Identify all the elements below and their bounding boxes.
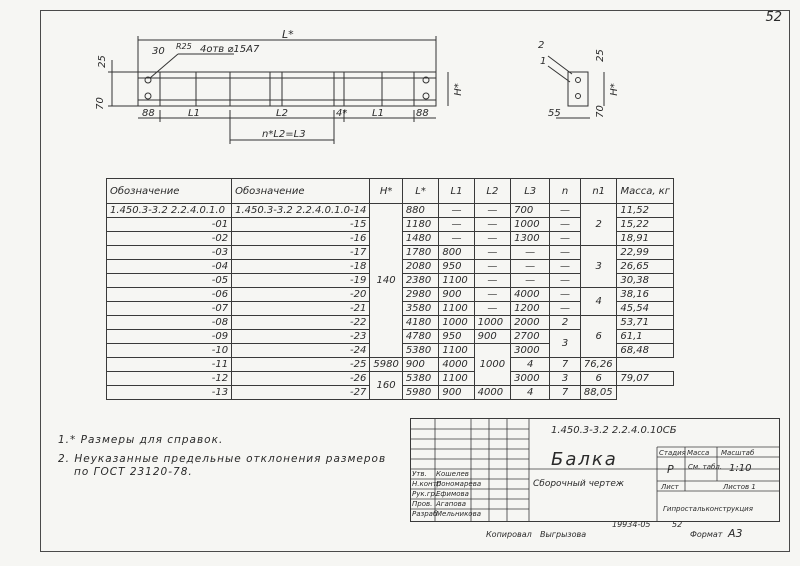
- copier-name: Выгрызова: [540, 530, 587, 539]
- sheet-label: Лист: [661, 483, 679, 491]
- cell: 18,91: [617, 232, 674, 246]
- cell: —: [550, 260, 581, 274]
- cell: —: [474, 218, 511, 232]
- col-header: L*: [402, 179, 439, 204]
- col-header: n1: [580, 179, 616, 204]
- cell: -04: [107, 260, 232, 274]
- cell: —: [474, 288, 511, 302]
- dim-l1-left: L1: [188, 108, 200, 119]
- col-header: Обозначение: [232, 179, 370, 204]
- section-height: H*: [608, 83, 620, 96]
- cell: 700: [511, 204, 550, 218]
- cell: 1180: [402, 218, 439, 232]
- cell: —: [550, 232, 581, 246]
- cell: 45,54: [617, 302, 674, 316]
- role-approved: Утв.: [412, 470, 427, 478]
- cell: -03: [107, 246, 232, 260]
- col-header: n: [550, 179, 581, 204]
- cell: -02: [107, 232, 232, 246]
- cell: 61,1: [617, 330, 674, 344]
- role-checked: Пров.: [412, 500, 433, 508]
- cell: 3: [550, 372, 581, 386]
- cell: —: [511, 274, 550, 288]
- cell: 7: [550, 358, 581, 372]
- cell: —: [511, 246, 550, 260]
- cell: 1000: [474, 316, 511, 330]
- archive-page: 52: [672, 520, 683, 529]
- cell: 53,71: [617, 316, 674, 330]
- organization: Гипростальконструкция: [663, 505, 753, 513]
- cell: 1000: [439, 316, 474, 330]
- cell: -15: [232, 218, 370, 232]
- cell: —: [550, 218, 581, 232]
- cell: 3000: [511, 344, 550, 358]
- cell: 1100: [439, 274, 474, 288]
- dim-formula: n*L2=L3: [262, 129, 306, 140]
- cell-h-140: 140: [370, 204, 402, 358]
- cell: 1480: [402, 232, 439, 246]
- table-row: [107, 204, 674, 218]
- cell: -11: [107, 358, 232, 372]
- cell: 2700: [511, 330, 550, 344]
- table-row: [107, 372, 674, 386]
- format-value: А3: [728, 527, 743, 540]
- cell: 2980: [402, 288, 439, 302]
- spec-table: [106, 178, 674, 400]
- cell: 38,16: [617, 288, 674, 302]
- cell: —: [474, 232, 511, 246]
- cell: -23: [232, 330, 370, 344]
- dim-chamfer: R25: [176, 42, 192, 51]
- hole-note: 4отв ⌀15А7: [200, 44, 260, 55]
- cell: 800: [439, 246, 474, 260]
- cell: 2000: [511, 316, 550, 330]
- archive-code: 19934-05: [612, 520, 651, 529]
- sheets-label: Листов 1: [723, 483, 756, 491]
- cell: 950: [439, 330, 474, 344]
- cell: -18: [232, 260, 370, 274]
- note-2-cont: по ГОСТ 23120-78.: [74, 466, 193, 478]
- cell: 1100: [439, 372, 474, 386]
- cell: 22,99: [617, 246, 674, 260]
- cell: 900: [439, 288, 474, 302]
- dim-88-left: 88: [142, 108, 155, 119]
- cell: -21: [232, 302, 370, 316]
- cell: 1300: [511, 232, 550, 246]
- cell: —: [550, 288, 581, 302]
- cell: 79,07: [617, 372, 674, 386]
- name-group-lead: Ефимова: [436, 490, 469, 498]
- col-header: H*: [370, 179, 402, 204]
- cell: -09: [107, 330, 232, 344]
- scale-value: 1:10: [729, 463, 752, 474]
- notes-block: [58, 434, 386, 479]
- cell: 2080: [402, 260, 439, 274]
- cell: 68,48: [617, 344, 674, 358]
- note-2: 2. Неуказанные предельные отклонения размеров: [58, 453, 387, 465]
- cell: -26: [232, 372, 370, 386]
- copied-label: Копировал: [486, 530, 532, 539]
- cell: 1.450.3-3.2 2.2.4.0.1.0: [107, 204, 232, 218]
- cell: -08: [107, 316, 232, 330]
- cell: —: [474, 274, 511, 288]
- cell: —: [439, 204, 474, 218]
- cell: 4: [511, 358, 550, 372]
- cell: 15,22: [617, 218, 674, 232]
- col-header: Обозначение: [107, 179, 232, 204]
- cell: 4000: [474, 386, 511, 400]
- col-header: L2: [474, 179, 511, 204]
- table-row: [107, 358, 674, 372]
- cell: -05: [107, 274, 232, 288]
- cell: —: [474, 260, 511, 274]
- cell: 5380: [402, 372, 439, 386]
- cell: 4000: [439, 358, 474, 372]
- dim-4: 4*: [336, 108, 348, 119]
- cell-n-3: 3: [550, 330, 581, 358]
- section-callout-2: 2: [538, 40, 545, 51]
- cell: 1100: [439, 302, 474, 316]
- beam-outline: [138, 72, 436, 106]
- section-dim-25: 25: [594, 49, 606, 62]
- title-block: [410, 418, 780, 522]
- cell: -16: [232, 232, 370, 246]
- cell: -19: [232, 274, 370, 288]
- cell: -22: [232, 316, 370, 330]
- name-approved: Кошелев: [436, 470, 469, 478]
- cell: 5980: [402, 386, 439, 400]
- cell: 3000: [511, 372, 550, 386]
- cell: 5980: [370, 358, 402, 372]
- table-header-row: [107, 179, 674, 204]
- cell: —: [511, 260, 550, 274]
- col-header: Масса, кг: [617, 179, 674, 204]
- cell: 950: [439, 260, 474, 274]
- cell-n1-2: 2: [580, 204, 616, 246]
- cell: 4: [511, 386, 550, 400]
- cell: 5380: [402, 344, 439, 358]
- role-group-lead: Рук.гр.: [412, 490, 438, 498]
- cell-n1-6: 6: [580, 316, 616, 358]
- cell: 2: [550, 316, 581, 330]
- cell: -10: [107, 344, 232, 358]
- title-subtitle: Сборочный чертеж: [533, 479, 625, 489]
- cell: -17: [232, 246, 370, 260]
- dim-l2: L2: [276, 108, 288, 119]
- title-name: Балка: [551, 449, 618, 470]
- cell: 1780: [402, 246, 439, 260]
- role-developed: Разраб.: [412, 510, 440, 518]
- cell: -06: [107, 288, 232, 302]
- format-label: Формат: [690, 530, 723, 539]
- cell: —: [550, 204, 581, 218]
- sheet-number: 52: [765, 10, 782, 25]
- cell: —: [474, 204, 511, 218]
- cell: -12: [107, 372, 232, 386]
- dim-30: 30: [152, 46, 165, 57]
- cell: 1.450.3-3.2 2.2.4.0.1.0-14: [232, 204, 370, 218]
- dim-70: 70: [94, 97, 106, 110]
- cell: 1000: [511, 218, 550, 232]
- cell-l2-1000: 1000: [474, 344, 511, 386]
- dim-overall-length: L*: [282, 28, 294, 41]
- mass-label: Масса: [687, 449, 710, 457]
- cell: 76,26: [580, 358, 616, 372]
- cell: —: [550, 274, 581, 288]
- cell: -27: [232, 386, 370, 400]
- name-norm-control: Пономарева: [436, 480, 482, 488]
- role-norm-control: Н.контр: [412, 480, 442, 488]
- dim-height: H*: [452, 83, 464, 96]
- cell: 900: [402, 358, 439, 372]
- cell: -20: [232, 288, 370, 302]
- section-callout-1: 1: [540, 56, 547, 67]
- cell: —: [550, 246, 581, 260]
- cell: —: [474, 302, 511, 316]
- cell: —: [550, 302, 581, 316]
- cell: 88,05: [580, 386, 616, 400]
- cell: 2380: [402, 274, 439, 288]
- stage-value: Р: [667, 463, 674, 476]
- note-1: 1.* Размеры для справок.: [58, 434, 224, 446]
- title-designation: 1.450.3-3.2 2.2.4.0.10СБ: [551, 425, 677, 436]
- cell: -13: [107, 386, 232, 400]
- cell: 26,65: [617, 260, 674, 274]
- cell: 3580: [402, 302, 439, 316]
- name-developed: Мельникова: [436, 510, 481, 518]
- dim-88-right: 88: [416, 108, 429, 119]
- cell: 30,38: [617, 274, 674, 288]
- cell: 11,52: [617, 204, 674, 218]
- name-checked: Агапова: [436, 500, 467, 508]
- cell: -01: [107, 218, 232, 232]
- cell: 900: [439, 386, 474, 400]
- cell: 4180: [402, 316, 439, 330]
- cell-n1-4: 4: [580, 288, 616, 316]
- cell: —: [439, 232, 474, 246]
- cell: 1200: [511, 302, 550, 316]
- scale-label: Масштаб: [721, 449, 755, 457]
- stage-label: Стадия: [659, 449, 686, 457]
- dim-l1-right: L1: [372, 108, 384, 119]
- cell: -25: [232, 358, 370, 372]
- section-dim-55: 55: [548, 108, 561, 119]
- cell: —: [474, 246, 511, 260]
- cell: 6: [580, 372, 616, 386]
- cell: -07: [107, 302, 232, 316]
- cell-n1-3: 3: [580, 246, 616, 288]
- col-header: L3: [511, 179, 550, 204]
- cell: 900: [474, 330, 511, 344]
- cell: -24: [232, 344, 370, 358]
- cell: 4780: [402, 330, 439, 344]
- cell: 880: [402, 204, 439, 218]
- cell: 4000: [511, 288, 550, 302]
- section-dim-70: 70: [594, 105, 606, 118]
- dim-25: 25: [96, 55, 108, 68]
- col-header: L1: [439, 179, 474, 204]
- mass-value: См. табл.: [688, 463, 723, 471]
- cell-h-160: 160: [370, 372, 402, 400]
- cell: 7: [550, 386, 581, 400]
- cell: —: [439, 218, 474, 232]
- cell: 1100: [439, 344, 474, 358]
